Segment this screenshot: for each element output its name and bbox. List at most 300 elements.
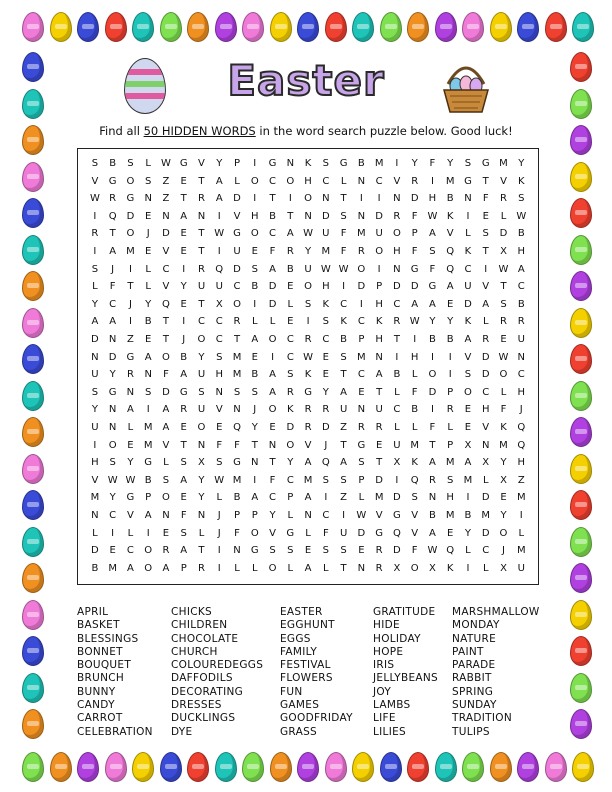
grid-letter: V [198, 158, 205, 169]
grid-letter: I [448, 369, 452, 381]
grid-letter: L [305, 527, 311, 539]
grid-letter: H [410, 351, 419, 363]
word-list-item: DUCKLINGS [171, 712, 236, 725]
grid-letter: F [411, 545, 418, 557]
grid-letter: B [446, 334, 454, 345]
grid-letter: G [179, 158, 188, 169]
grid-letter: N [357, 404, 366, 416]
grid-letter: V [162, 439, 170, 451]
grid-letter: H [428, 193, 437, 205]
easter-egg-icon [242, 12, 264, 42]
grid-letter: K [287, 404, 294, 416]
grid-letter: G [481, 158, 490, 169]
easter-egg-icon [160, 752, 182, 782]
grid-letter: W [125, 474, 136, 486]
grid-letter: W [427, 545, 438, 557]
grid-letter: U [339, 404, 348, 416]
grid-letter: L [234, 175, 240, 187]
grid-letter: D [357, 281, 366, 293]
grid-letter: O [144, 545, 153, 557]
grid-letter: D [393, 281, 401, 293]
grid-letter: I [430, 404, 434, 416]
grid-letter: G [144, 457, 153, 469]
grid-letter: W [516, 210, 527, 222]
grid-letter: D [286, 422, 295, 433]
grid-letter: U [339, 527, 348, 539]
grid-letter: C [393, 298, 401, 310]
grid-letter: I [93, 439, 97, 451]
grid-letter: D [357, 527, 366, 539]
grid-letter: N [233, 404, 241, 416]
easter-egg-icon [22, 454, 44, 484]
easter-egg-icon [570, 673, 592, 703]
grid-letter: J [253, 404, 257, 416]
word-list-item: EGGS [280, 632, 311, 645]
grid-letter: J [519, 404, 523, 416]
grid-letter: A [126, 562, 134, 574]
grid-letter: V [233, 210, 241, 222]
grid-letter: C [286, 351, 294, 363]
grid-letter: O [286, 439, 295, 451]
grid-letter: S [464, 369, 472, 381]
word-list-item: SPRING [452, 685, 494, 698]
grid-letter: W [320, 263, 331, 275]
grid-letter: R [233, 316, 241, 328]
grid-row [86, 296, 530, 314]
grid-letter: A [109, 316, 117, 328]
grid-letter: L [127, 422, 134, 433]
easter-egg-icon [242, 752, 264, 782]
grid-letter: I [306, 316, 310, 328]
grid-letter: O [250, 527, 259, 539]
grid-letter: S [145, 175, 152, 187]
grid-letter: E [145, 210, 152, 222]
grid-letter: M [463, 474, 473, 486]
grid-letter: N [304, 510, 312, 521]
grid-letter: D [108, 351, 117, 363]
word-list-column [280, 606, 353, 739]
grid-letter: G [339, 158, 348, 169]
grid-letter: M [357, 228, 366, 240]
grid-letter: C [109, 510, 117, 521]
grid-letter: E [145, 246, 152, 257]
grid-letter: B [428, 510, 436, 521]
grid-letter: Z [162, 175, 170, 187]
grid-letter: E [358, 386, 365, 398]
easter-egg-icon [132, 752, 154, 782]
grid-letter: P [233, 510, 241, 521]
grid-letter: P [376, 281, 383, 293]
grid-letter: R [304, 334, 312, 345]
grid-letter: S [180, 527, 187, 539]
grid-letter: O [464, 386, 472, 398]
easter-egg-icon [215, 752, 237, 782]
grid-letter: E [482, 210, 489, 222]
easter-egg-icon [215, 12, 237, 42]
word-list-item: BLESSINGS [77, 632, 139, 645]
grid-letter: W [356, 510, 367, 521]
grid-letter: O [499, 527, 508, 539]
grid-letter: U [91, 422, 99, 433]
grid-letter: Y [251, 422, 258, 433]
grid-letter: I [377, 263, 381, 275]
easter-egg-icon [352, 752, 374, 782]
grid-letter: V [162, 246, 170, 257]
grid-letter: T [198, 228, 205, 240]
grid-letter: C [482, 545, 490, 557]
grid-row [86, 261, 530, 279]
word-list-item: BRUNCH [77, 672, 125, 685]
grid-letter: I [430, 175, 434, 187]
grid-letter: C [197, 316, 205, 328]
grid-letter: X [393, 457, 401, 469]
word-list-item: PARADE [452, 659, 496, 672]
word-list-item: JOY [373, 685, 392, 698]
grid-letter: G [304, 386, 312, 398]
grid-letter: T [500, 281, 507, 293]
grid-letter: D [464, 298, 472, 310]
grid-letter: S [162, 474, 170, 486]
grid-letter: G [126, 193, 135, 205]
word-list-item: BASKET [77, 619, 120, 632]
grid-letter: N [357, 210, 366, 222]
easter-egg-icon [22, 752, 44, 782]
grid-letter: L [394, 422, 400, 433]
grid-letter: C [269, 492, 277, 504]
grid-letter: U [197, 369, 206, 381]
grid-letter: F [269, 246, 276, 257]
grid-letter: N [268, 439, 277, 451]
easter-egg-icon [22, 636, 44, 666]
grid-row [86, 489, 530, 507]
grid-letter: Y [500, 510, 507, 521]
grid-letter: Y [180, 281, 187, 293]
grid-letter: M [410, 439, 419, 451]
grid-letter: I [217, 545, 221, 557]
grid-letter: S [322, 316, 330, 328]
grid-letter: H [251, 210, 259, 222]
grid-letter: L [234, 562, 240, 574]
grid-letter: I [253, 474, 257, 486]
easter-egg-icon [462, 752, 484, 782]
grid-letter: A [340, 457, 348, 469]
grid-letter: S [322, 158, 330, 169]
grid-letter: D [481, 492, 490, 504]
grid-letter: R [428, 474, 436, 486]
word-list-item: FUN [280, 685, 303, 698]
grid-letter: N [215, 386, 223, 398]
grid-letter: A [162, 404, 170, 416]
word-list-item: LIFE [373, 712, 396, 725]
grid-letter: S [340, 210, 347, 222]
grid-letter: B [393, 369, 401, 381]
grid-letter: Q [446, 545, 455, 557]
grid-letter: E [145, 334, 152, 345]
grid-letter: I [359, 298, 363, 310]
grid-letter: E [358, 545, 365, 557]
easter-egg-icon [22, 490, 44, 520]
grid-letter: N [108, 334, 117, 345]
grid-letter: S [429, 246, 436, 257]
grid-letter: L [198, 527, 205, 539]
grid-letter: A [482, 298, 490, 310]
word-list-item: CARROT [77, 712, 123, 725]
grid-letter: I [448, 351, 452, 363]
grid-letter: A [429, 457, 436, 469]
grid-letter: E [180, 298, 187, 310]
grid-letter: F [234, 439, 240, 451]
word-list-column [373, 606, 438, 739]
grid-letter: A [251, 334, 259, 345]
easter-egg-icon [22, 709, 44, 739]
decorated-easter-egg-icon [124, 58, 166, 114]
easter-egg-icon [570, 162, 592, 192]
grid-letter: N [162, 210, 170, 222]
grid-letter: K [446, 562, 454, 574]
grid-letter: W [214, 228, 225, 240]
grid-letter: V [215, 404, 223, 416]
word-list-item: GRATITUDE [373, 606, 436, 618]
grid-letter: E [500, 492, 507, 504]
word-list-item: BOUQUET [77, 659, 132, 672]
grid-row [86, 401, 530, 419]
grid-letter: D [91, 334, 99, 345]
grid-letter: R [500, 193, 507, 205]
grid-letter: I [146, 404, 150, 416]
grid-letter: N [91, 510, 99, 521]
grid-letter: L [465, 545, 471, 557]
grid-letter: A [429, 298, 436, 310]
grid-letter: Q [392, 527, 401, 539]
grid-letter: L [287, 298, 294, 310]
easter-egg-icon [325, 752, 347, 782]
grid-row [86, 419, 530, 437]
grid-letter: K [411, 457, 418, 469]
grid-letter: W [427, 210, 438, 222]
grid-letter: B [233, 492, 241, 504]
grid-letter: M [357, 351, 366, 363]
grid-letter: A [411, 298, 419, 310]
grid-row [86, 437, 530, 455]
grid-letter: G [250, 545, 259, 557]
grid-letter: A [464, 457, 472, 469]
grid-letter: E [287, 281, 294, 293]
grid-letter: D [499, 228, 508, 240]
grid-letter: S [251, 386, 258, 398]
grid-letter: I [271, 351, 275, 363]
grid-letter: T [162, 316, 169, 328]
grid-letter: F [500, 404, 507, 416]
word-list-item: CHOCOLATE [171, 632, 239, 645]
grid-letter: L [163, 457, 169, 469]
grid-letter: R [304, 404, 312, 416]
word-list-item: HOPE [373, 645, 404, 658]
grid-letter: L [92, 281, 98, 293]
word-list-item: DAFFODILS [171, 672, 233, 685]
grid-letter: S [287, 369, 294, 381]
grid-letter: Z [340, 492, 348, 504]
easter-egg-icon [490, 12, 512, 42]
easter-egg-icon [297, 752, 319, 782]
grid-letter: L [358, 492, 365, 504]
grid-letter: W [498, 351, 509, 363]
grid-letter: S [91, 263, 99, 275]
grid-letter: M [143, 422, 153, 433]
grid-letter: B [91, 562, 99, 574]
grid-letter: T [482, 175, 489, 187]
grid-letter: T [233, 334, 241, 345]
grid-letter: N [375, 351, 383, 363]
grid-letter: Q [162, 298, 170, 310]
grid-row [86, 560, 530, 578]
grid-letter: E [287, 316, 294, 328]
grid-letter: V [304, 439, 312, 451]
grid-letter: L [287, 510, 294, 521]
grid-row [86, 525, 530, 543]
easter-egg-icon [570, 454, 592, 484]
grid-letter: C [393, 404, 401, 416]
grid-letter: U [197, 404, 206, 416]
grid-letter: F [482, 193, 489, 205]
word-list-item: GOODFRIDAY [280, 712, 353, 725]
grid-row [86, 472, 530, 490]
easter-egg-icon [570, 563, 592, 593]
grid-letter: M [232, 369, 242, 381]
grid-letter: U [197, 281, 206, 293]
grid-letter: W [498, 263, 509, 275]
grid-letter: U [233, 246, 241, 257]
grid-letter: C [286, 334, 294, 345]
grid-letter: Q [410, 474, 419, 486]
easter-egg-icon [77, 752, 99, 782]
grid-letter: A [162, 562, 170, 574]
grid-letter: O [268, 404, 277, 416]
grid-letter: T [198, 246, 205, 257]
grid-letter: R [411, 175, 419, 187]
grid-letter: T [269, 193, 276, 205]
grid-letter: K [304, 369, 312, 381]
grid-letter: R [126, 369, 134, 381]
grid-letter: S [216, 351, 223, 363]
grid-letter: G [179, 386, 188, 398]
easter-egg-icon [570, 198, 592, 228]
grid-letter: T [198, 298, 205, 310]
grid-letter: R [393, 210, 401, 222]
grid-letter: T [180, 439, 187, 451]
word-list-item: FLOWERS [280, 672, 333, 685]
grid-letter: V [482, 422, 490, 433]
grid-letter: D [481, 351, 490, 363]
grid-letter: I [342, 281, 346, 293]
grid-letter: E [464, 404, 472, 416]
grid-letter: X [215, 298, 223, 310]
grid-letter: O [392, 228, 401, 240]
grid-letter: I [288, 193, 292, 205]
grid-letter: K [304, 158, 312, 169]
grid-letter: D [268, 281, 277, 293]
grid-row [86, 542, 530, 560]
grid-letter: P [411, 228, 418, 240]
grid-letter: D [162, 228, 170, 240]
grid-letter: H [481, 404, 490, 416]
grid-letter: E [216, 422, 223, 433]
word-list-item: BONNET [77, 645, 123, 658]
easter-egg-icon [22, 271, 44, 301]
easter-egg-icon [570, 636, 592, 666]
grid-letter: Y [198, 474, 205, 486]
grid-letter: F [163, 369, 169, 381]
grid-letter: C [357, 369, 365, 381]
easter-egg-icon [22, 12, 44, 42]
grid-letter: V [269, 527, 276, 539]
grid-letter: J [182, 334, 186, 345]
grid-row [86, 278, 530, 296]
grid-letter: J [128, 298, 132, 310]
grid-letter: R [393, 316, 401, 328]
easter-egg-icon [380, 752, 402, 782]
grid-letter: G [126, 351, 135, 363]
grid-letter: C [517, 369, 525, 381]
grid-letter: H [322, 281, 330, 293]
grid-letter: T [429, 439, 436, 451]
grid-letter: S [145, 386, 152, 398]
easter-egg-icon [545, 752, 567, 782]
grid-letter: S [411, 492, 418, 504]
grid-letter: G [428, 281, 437, 293]
grid-letter: T [287, 210, 294, 222]
easter-egg-icon [570, 89, 592, 119]
grid-letter: N [144, 193, 152, 205]
easter-egg-icon [570, 235, 592, 265]
grid-letter: L [447, 422, 453, 433]
word-list-item: RABBIT [452, 672, 492, 685]
grid-letter: S [340, 545, 347, 557]
grid-letter: O [162, 351, 170, 363]
grid-letter: I [359, 193, 363, 205]
grid-letter: F [269, 474, 276, 486]
grid-letter: L [251, 316, 258, 328]
grid-letter: G [410, 263, 419, 275]
grid-letter: S [198, 386, 205, 398]
grid-letter: M [303, 474, 313, 486]
grid-letter: D [162, 386, 170, 398]
grid-letter: A [215, 193, 223, 205]
grid-letter: L [216, 492, 223, 504]
grid-letter: V [91, 175, 99, 187]
word-list-item: IRIS [373, 659, 395, 672]
grid-letter: L [287, 562, 294, 574]
grid-letter: A [429, 228, 436, 240]
easter-egg-icon [22, 344, 44, 374]
grid-letter: A [180, 474, 188, 486]
grid-letter: E [180, 228, 187, 240]
grid-letter: F [322, 527, 329, 539]
grid-letter: S [322, 545, 330, 557]
grid-letter: M [232, 351, 242, 363]
grid-letter: W [303, 228, 314, 240]
grid-letter: S [500, 298, 507, 310]
grid-letter: U [464, 281, 472, 293]
grid-letter: C [233, 281, 241, 293]
grid-letter: V [375, 510, 383, 521]
grid-letter: Y [109, 369, 116, 381]
grid-letter: Y [198, 492, 205, 504]
word-list-item: TULIPS [452, 725, 490, 738]
grid-letter: K [375, 316, 383, 328]
grid-letter: J [146, 228, 150, 240]
grid-letter: T [198, 545, 205, 557]
easter-egg-icon [407, 752, 429, 782]
